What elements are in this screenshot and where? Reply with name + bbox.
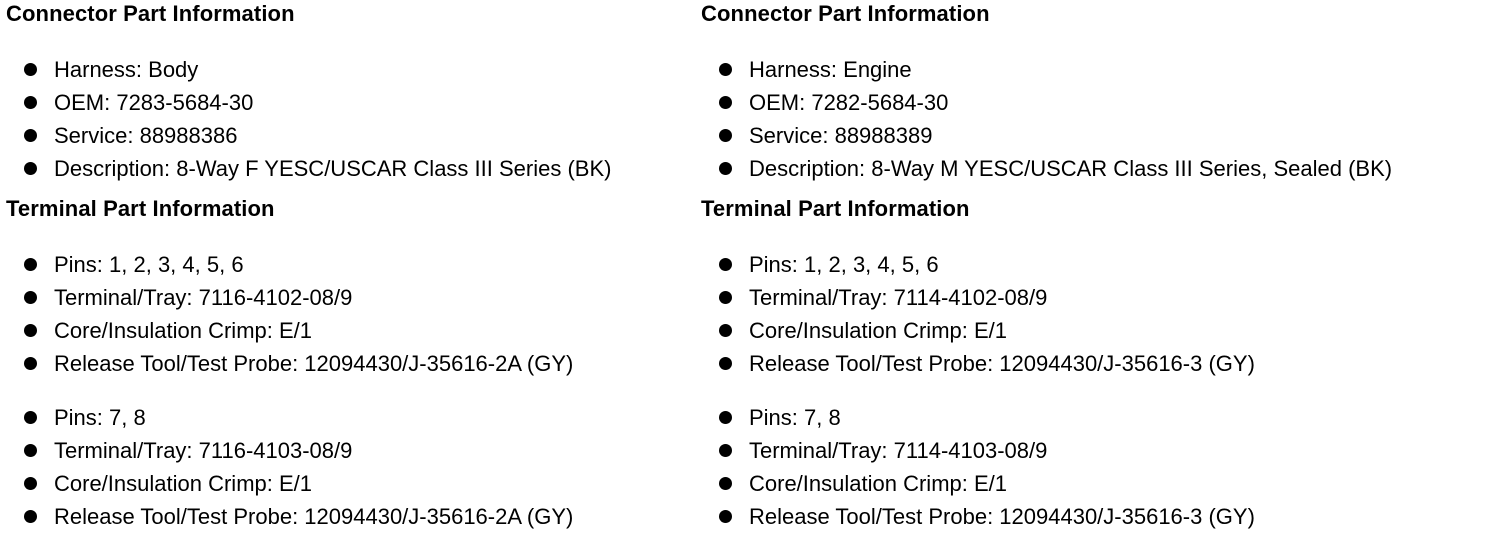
list-item-release-tool — [701, 350, 1255, 383]
list-item-pins — [701, 404, 1255, 437]
terminal-group-2-list-right — [701, 404, 1255, 536]
left-column — [6, 0, 696, 536]
list-item-text: Release Tool/Test Probe: 12094430/J-35616-3 (GY) — [749, 504, 1255, 529]
connector-heading-right: Connector Part Information — [701, 1, 990, 26]
list-item-pins — [6, 251, 573, 284]
bullet-icon — [24, 291, 37, 304]
bullet-icon — [24, 258, 37, 271]
bullet-icon — [24, 357, 37, 370]
list-item-text: Release Tool/Test Probe: 12094430/J-35616-3 (GY) — [749, 351, 1255, 376]
list-item-text: OEM: 7282-5684-30 — [749, 90, 949, 115]
bullet-icon — [24, 162, 37, 175]
bullet-icon — [24, 129, 37, 142]
list-item-text: Terminal/Tray: 7114-4103-08/9 — [749, 438, 1048, 463]
bullet-icon — [24, 477, 37, 490]
list-item-description — [701, 155, 1392, 188]
list-item-text: Harness: Body — [54, 57, 199, 82]
list-item-release-tool — [6, 350, 573, 383]
bullet-icon — [24, 96, 37, 109]
connector-info-list-left — [6, 56, 611, 188]
list-item-pins — [701, 251, 1255, 284]
list-item-text: Terminal/Tray: 7116-4103-08/9 — [54, 438, 353, 463]
bullet-icon — [719, 510, 732, 523]
list-item-service — [701, 122, 1392, 155]
terminal-group-2-list-left — [6, 404, 573, 536]
list-item-crimp — [6, 470, 573, 503]
right-column — [701, 0, 1501, 536]
list-item-harness — [701, 56, 1392, 89]
bullet-icon — [24, 324, 37, 337]
list-item-service — [6, 122, 611, 155]
list-item-text: Pins: 7, 8 — [54, 405, 146, 430]
bullet-icon — [24, 510, 37, 523]
terminal-heading-left: Terminal Part Information — [6, 196, 275, 221]
terminal-group-1-list-left — [6, 251, 573, 383]
bullet-icon — [719, 96, 732, 109]
terminal-heading-right: Terminal Part Information — [701, 196, 970, 221]
list-item-release-tool — [6, 503, 573, 536]
list-item-text: Service: 88988389 — [749, 123, 933, 148]
bullet-icon — [719, 129, 732, 142]
list-item-text: Description: 8-Way F YESC/USCAR Class III Series (BK) — [54, 156, 612, 181]
list-item-text: Release Tool/Test Probe: 12094430/J-35616-2A (GY) — [54, 351, 574, 376]
bullet-icon — [24, 63, 37, 76]
list-item-pins — [6, 404, 573, 437]
list-item-terminal-tray — [6, 437, 573, 470]
connector-info-list-right — [701, 56, 1392, 188]
list-item-harness — [6, 56, 611, 89]
list-item-text: Core/Insulation Crimp: E/1 — [54, 471, 312, 496]
bullet-icon — [719, 63, 732, 76]
bullet-icon — [719, 258, 732, 271]
list-item-oem — [701, 89, 1392, 122]
bullet-icon — [719, 324, 732, 337]
list-item-oem — [6, 89, 611, 122]
list-item-text: Service: 88988386 — [54, 123, 238, 148]
list-item-text: OEM: 7283-5684-30 — [54, 90, 254, 115]
list-item-text: Pins: 1, 2, 3, 4, 5, 6 — [54, 252, 244, 277]
list-item-text: Pins: 1, 2, 3, 4, 5, 6 — [749, 252, 939, 277]
list-item-text: Terminal/Tray: 7116-4102-08/9 — [54, 285, 353, 310]
list-item-crimp — [701, 470, 1255, 503]
list-item-text: Terminal/Tray: 7114-4102-08/9 — [749, 285, 1048, 310]
list-item-crimp — [701, 317, 1255, 350]
list-item-text: Release Tool/Test Probe: 12094430/J-35616-2A (GY) — [54, 504, 574, 529]
bullet-icon — [719, 444, 732, 457]
bullet-icon — [719, 477, 732, 490]
list-item-terminal-tray — [701, 437, 1255, 470]
list-item-text: Core/Insulation Crimp: E/1 — [749, 471, 1007, 496]
list-item-text: Core/Insulation Crimp: E/1 — [749, 318, 1007, 343]
list-item-release-tool — [701, 503, 1255, 536]
list-item-crimp — [6, 317, 573, 350]
list-item-description — [6, 155, 611, 188]
list-item-text: Description: 8-Way M YESC/USCAR Class III Series, Sealed (BK) — [749, 156, 1393, 181]
list-item-terminal-tray — [701, 284, 1255, 317]
bullet-icon — [24, 444, 37, 457]
list-item-text: Core/Insulation Crimp: E/1 — [54, 318, 312, 343]
bullet-icon — [719, 291, 732, 304]
bullet-icon — [719, 162, 732, 175]
list-item-text: Harness: Engine — [749, 57, 912, 82]
bullet-icon — [719, 411, 732, 424]
terminal-group-1-list-right — [701, 251, 1255, 383]
list-item-terminal-tray — [6, 284, 573, 317]
connector-heading-left: Connector Part Information — [6, 1, 295, 26]
bullet-icon — [24, 411, 37, 424]
list-item-text: Pins: 7, 8 — [749, 405, 841, 430]
bullet-icon — [719, 357, 732, 370]
